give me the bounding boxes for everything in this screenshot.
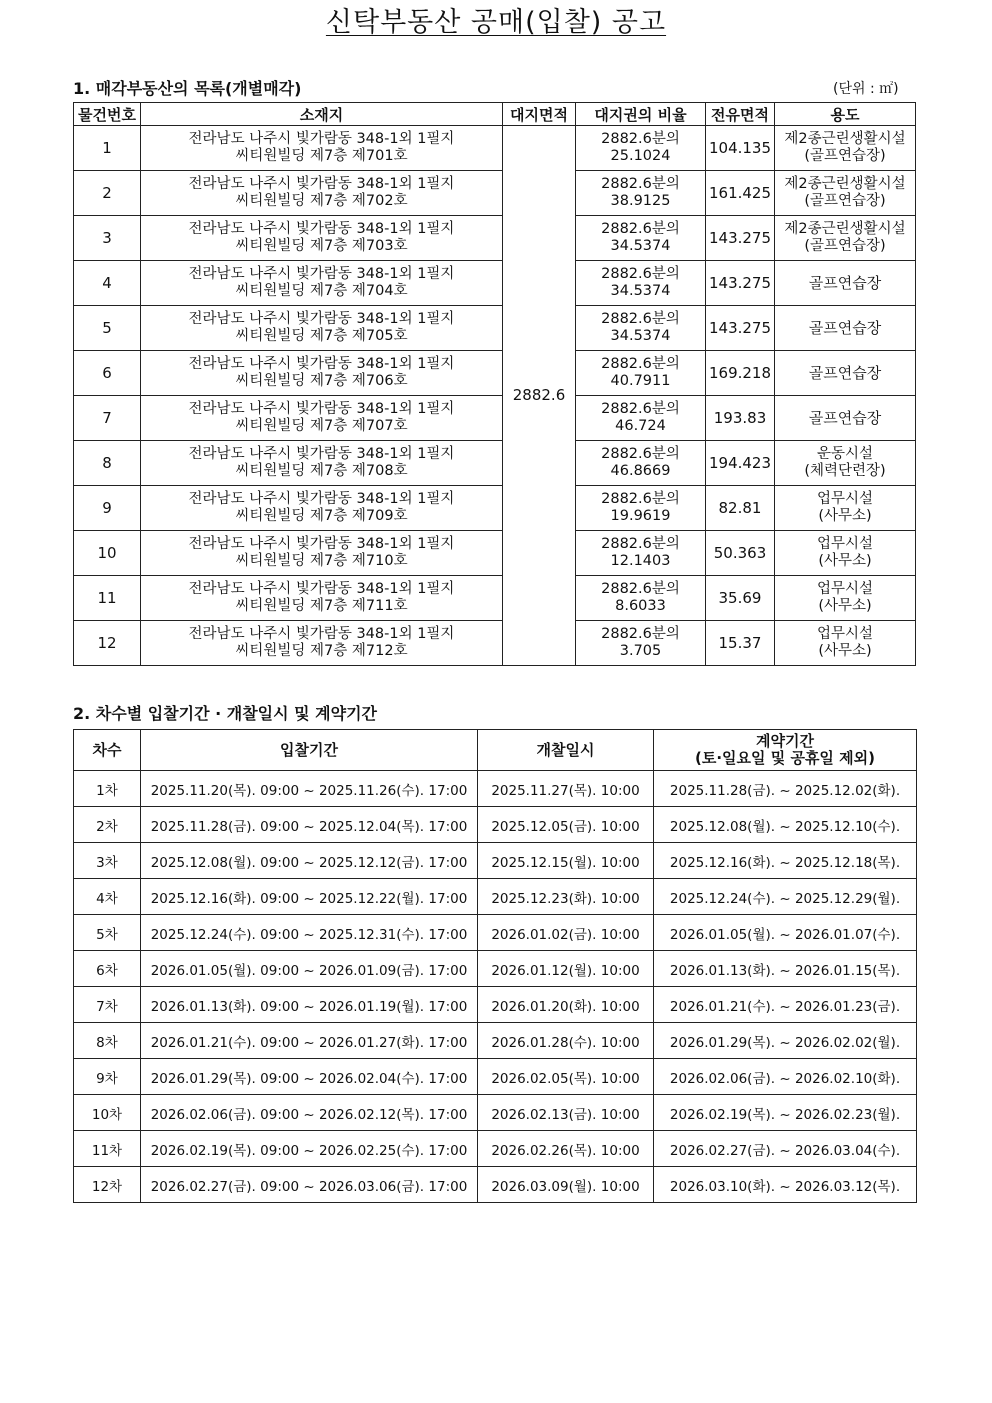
address-line2: 씨티원빌딩 제7층 제706호 — [235, 373, 408, 389]
ratio-line1: 2882.6분의 — [601, 356, 680, 372]
opening-cell: 2026.03.09(월). 10:00 — [478, 1167, 654, 1203]
contract-period-cell: 2026.01.21(수). ~ 2026.01.23(금). — [654, 987, 917, 1023]
land-ratio-cell — [576, 351, 706, 396]
table-row — [74, 486, 916, 531]
address-line1: 전라남도 나주시 빛가람동 348-1외 1필지 — [188, 401, 455, 417]
address-line1: 전라남도 나주시 빛가람동 348-1외 1필지 — [188, 581, 455, 597]
opening-cell: 2025.12.05(금). 10:00 — [478, 807, 654, 843]
land-ratio-cell — [576, 171, 706, 216]
exclusive-area: 50.363 — [706, 531, 775, 576]
bid-period-cell: 2026.01.13(화). 09:00 ~ 2026.01.19(월). 17:00 — [141, 987, 478, 1023]
ratio-line1: 2882.6분의 — [601, 221, 680, 237]
bid-period-cell: 2025.11.28(금). 09:00 ~ 2025.12.04(목). 17:00 — [141, 807, 478, 843]
use-cell: 골프연습장 — [775, 396, 916, 441]
opening-cell: 2025.12.23(화). 10:00 — [478, 879, 654, 915]
item-no: 3 — [74, 216, 141, 261]
land-ratio-cell — [576, 306, 706, 351]
opening-cell: 2026.02.26(목). 10:00 — [478, 1131, 654, 1167]
ratio-line1: 2882.6분의 — [601, 581, 680, 597]
address-cell — [141, 216, 503, 261]
table-row — [74, 306, 916, 351]
address-line1: 전라남도 나주시 빛가람동 348-1외 1필지 — [188, 131, 455, 147]
table-row — [74, 531, 916, 576]
use-cell — [775, 441, 916, 486]
use-cell — [775, 531, 916, 576]
table-row — [74, 807, 917, 843]
item-no: 2 — [74, 171, 141, 216]
address-line1: 전라남도 나주시 빛가람동 348-1외 1필지 — [188, 626, 455, 642]
address-line2: 씨티원빌딩 제7층 제708호 — [235, 463, 408, 479]
address-line1: 전라남도 나주시 빛가람동 348-1외 1필지 — [188, 176, 455, 192]
address-cell — [141, 621, 503, 666]
item-no: 11 — [74, 576, 141, 621]
use-cell: 골프연습장 — [775, 261, 916, 306]
table-row — [74, 1023, 917, 1059]
table-row — [74, 261, 916, 306]
address-line2: 씨티원빌딩 제7층 제709호 — [235, 508, 408, 524]
table-row — [74, 1131, 917, 1167]
item-no: 4 — [74, 261, 141, 306]
round-cell: 7차 — [74, 987, 141, 1023]
ratio-line1: 2882.6분의 — [601, 401, 680, 417]
address-cell — [141, 351, 503, 396]
round-cell: 11차 — [74, 1131, 141, 1167]
exclusive-area: 15.37 — [706, 621, 775, 666]
schedule-table — [73, 729, 917, 1203]
ratio-line1: 2882.6분의 — [601, 536, 680, 552]
section2-heading: 2. 차수별 입찰기간 · 개찰일시 및 계약기간 — [73, 704, 378, 723]
address-line1: 전라남도 나주시 빛가람동 348-1외 1필지 — [188, 221, 455, 237]
item-no: 5 — [74, 306, 141, 351]
exclusive-area: 161.425 — [706, 171, 775, 216]
address-line2: 씨티원빌딩 제7층 제710호 — [235, 553, 408, 569]
address-cell — [141, 396, 503, 441]
exclusive-area: 194.423 — [706, 441, 775, 486]
ratio-line2: 46.8669 — [610, 463, 671, 479]
address-line2: 씨티원빌딩 제7층 제702호 — [235, 193, 408, 209]
ratio-line2: 38.9125 — [610, 193, 671, 209]
address-line2: 씨티원빌딩 제7층 제701호 — [235, 148, 408, 164]
round-cell: 8차 — [74, 1023, 141, 1059]
ratio-line2: 19.9619 — [610, 508, 671, 524]
address-line2: 씨티원빌딩 제7층 제704호 — [235, 283, 408, 299]
ratio-line2: 40.7911 — [610, 373, 671, 389]
contract-period-cell: 2026.02.19(목). ~ 2026.02.23(월). — [654, 1095, 917, 1131]
contract-period-cell: 2025.11.28(금). ~ 2025.12.02(화). — [654, 771, 917, 807]
ratio-line2: 8.6033 — [615, 598, 666, 614]
table-row — [74, 216, 916, 261]
table-row — [74, 843, 917, 879]
use-cell — [775, 486, 916, 531]
land-ratio-cell — [576, 486, 706, 531]
land-area: 2882.6 — [503, 126, 576, 666]
item-no: 12 — [74, 621, 141, 666]
round-cell: 6차 — [74, 951, 141, 987]
ratio-line2: 34.5374 — [610, 238, 671, 254]
contract-period-cell: 2026.02.27(금). ~ 2026.03.04(수). — [654, 1131, 917, 1167]
ratio-line1: 2882.6분의 — [601, 491, 680, 507]
exclusive-area: 193.83 — [706, 396, 775, 441]
use-line1: 업무시설 — [816, 536, 874, 552]
land-ratio-cell — [576, 621, 706, 666]
address-cell — [141, 261, 503, 306]
table-row — [74, 951, 917, 987]
table-row — [74, 1059, 917, 1095]
round-cell: 12차 — [74, 1167, 141, 1203]
header-contract-title: 계약기간 — [756, 732, 814, 750]
use-line1: 제2종근린생활시설 — [784, 176, 906, 192]
ratio-line1: 2882.6분의 — [601, 131, 680, 147]
exclusive-area: 143.275 — [706, 216, 775, 261]
header-round: 차수 — [74, 730, 141, 771]
header-address: 소재지 — [141, 103, 503, 126]
table-row — [74, 171, 916, 216]
address-cell — [141, 531, 503, 576]
opening-cell: 2026.01.12(월). 10:00 — [478, 951, 654, 987]
exclusive-area: 169.218 — [706, 351, 775, 396]
contract-period-cell: 2025.12.08(월). ~ 2025.12.10(수). — [654, 807, 917, 843]
opening-cell: 2026.01.28(수). 10:00 — [478, 1023, 654, 1059]
use-line1: 제2종근린생활시설 — [784, 131, 906, 147]
use-cell — [775, 576, 916, 621]
contract-period-cell: 2026.01.13(화). ~ 2026.01.15(목). — [654, 951, 917, 987]
bid-period-cell: 2025.12.24(수). 09:00 ~ 2025.12.31(수). 17:00 — [141, 915, 478, 951]
table-row — [74, 396, 916, 441]
address-line1: 전라남도 나주시 빛가람동 348-1외 1필지 — [188, 446, 455, 462]
opening-cell: 2026.02.13(금). 10:00 — [478, 1095, 654, 1131]
use-line1: 업무시설 — [816, 491, 874, 507]
section1-heading: 1. 매각부동산의 목록(개별매각) — [73, 79, 302, 98]
item-no: 10 — [74, 531, 141, 576]
unit-label: (단위 : ㎡) — [833, 81, 899, 97]
use-cell — [775, 171, 916, 216]
exclusive-area: 35.69 — [706, 576, 775, 621]
schedule-table-header — [74, 730, 917, 771]
address-line1: 전라남도 나주시 빛가람동 348-1외 1필지 — [188, 266, 455, 282]
table-row — [74, 1095, 917, 1131]
bid-period-cell: 2025.11.20(목). 09:00 ~ 2025.11.26(수). 17:00 — [141, 771, 478, 807]
property-table-header — [74, 103, 916, 126]
use-line2: (사무소) — [818, 643, 872, 659]
ratio-line1: 2882.6분의 — [601, 266, 680, 282]
exclusive-area: 82.81 — [706, 486, 775, 531]
address-line1: 전라남도 나주시 빛가람동 348-1외 1필지 — [188, 491, 455, 507]
address-line2: 씨티원빌딩 제7층 제711호 — [235, 598, 408, 614]
header-land-ratio: 대지권의 비율 — [576, 103, 706, 126]
header-exclusive-area: 전유면적 — [706, 103, 775, 126]
use-line2: (사무소) — [818, 553, 872, 569]
ratio-line2: 46.724 — [615, 418, 666, 434]
round-cell: 4차 — [74, 879, 141, 915]
address-cell — [141, 441, 503, 486]
table-row — [74, 771, 917, 807]
land-ratio-cell — [576, 531, 706, 576]
land-ratio-cell — [576, 441, 706, 486]
ratio-line1: 2882.6분의 — [601, 176, 680, 192]
table-row — [74, 576, 916, 621]
address-line2: 씨티원빌딩 제7층 제712호 — [235, 643, 408, 659]
address-line2: 씨티원빌딩 제7층 제705호 — [235, 328, 408, 344]
header-land-area: 대지면적 — [503, 103, 576, 126]
use-line2: (사무소) — [818, 508, 872, 524]
address-line2: 씨티원빌딩 제7층 제707호 — [235, 418, 408, 434]
table-row — [74, 441, 916, 486]
contract-period-cell: 2026.01.05(월). ~ 2026.01.07(수). — [654, 915, 917, 951]
item-no: 6 — [74, 351, 141, 396]
ratio-line2: 34.5374 — [610, 328, 671, 344]
round-cell: 3차 — [74, 843, 141, 879]
item-no: 8 — [74, 441, 141, 486]
property-list-table — [73, 102, 916, 666]
use-cell: 골프연습장 — [775, 351, 916, 396]
header-bid-period: 입찰기간 — [141, 730, 478, 771]
address-cell — [141, 576, 503, 621]
header-use: 용도 — [775, 103, 916, 126]
use-line2: (골프연습장) — [804, 193, 886, 209]
address-line1: 전라남도 나주시 빛가람동 348-1외 1필지 — [188, 536, 455, 552]
land-ratio-cell — [576, 396, 706, 441]
opening-cell: 2025.12.15(월). 10:00 — [478, 843, 654, 879]
bid-period-cell: 2026.02.19(목). 09:00 ~ 2026.02.25(수). 17:00 — [141, 1131, 478, 1167]
address-cell — [141, 306, 503, 351]
contract-period-cell: 2026.02.06(금). ~ 2026.02.10(화). — [654, 1059, 917, 1095]
contract-period-cell: 2025.12.16(화). ~ 2025.12.18(목). — [654, 843, 917, 879]
use-cell — [775, 621, 916, 666]
use-line1: 제2종근린생활시설 — [784, 221, 906, 237]
contract-period-cell: 2026.03.10(화). ~ 2026.03.12(목). — [654, 1167, 917, 1203]
land-ratio-cell — [576, 261, 706, 306]
table-row — [74, 621, 916, 666]
ratio-line1: 2882.6분의 — [601, 446, 680, 462]
round-cell: 5차 — [74, 915, 141, 951]
use-line1: 운동시설 — [816, 446, 874, 462]
ratio-line1: 2882.6분의 — [601, 626, 680, 642]
page-title — [0, 0, 992, 40]
ratio-line2: 12.1403 — [610, 553, 671, 569]
bid-period-cell: 2026.02.27(금). 09:00 ~ 2026.03.06(금). 17:00 — [141, 1167, 478, 1203]
header-opening: 개찰일시 — [478, 730, 654, 771]
address-line1: 전라남도 나주시 빛가람동 348-1외 1필지 — [188, 356, 455, 372]
land-ratio-cell — [576, 216, 706, 261]
use-cell — [775, 126, 916, 171]
use-cell: 골프연습장 — [775, 306, 916, 351]
exclusive-area: 143.275 — [706, 261, 775, 306]
bid-period-cell: 2025.12.08(월). 09:00 ~ 2025.12.12(금). 17:00 — [141, 843, 478, 879]
page-title-text: 신탁부동산 공매(입찰) 공고 — [325, 7, 667, 38]
item-no: 9 — [74, 486, 141, 531]
use-line1: 업무시설 — [816, 581, 874, 597]
table-row — [74, 1167, 917, 1203]
opening-cell: 2026.02.05(목). 10:00 — [478, 1059, 654, 1095]
address-line2: 씨티원빌딩 제7층 제703호 — [235, 238, 408, 254]
round-cell: 1차 — [74, 771, 141, 807]
item-no: 7 — [74, 396, 141, 441]
bid-period-cell: 2026.02.06(금). 09:00 ~ 2026.02.12(목). 17:00 — [141, 1095, 478, 1131]
use-cell — [775, 216, 916, 261]
contract-period-cell: 2025.12.24(수). ~ 2025.12.29(월). — [654, 879, 917, 915]
ratio-line2: 3.705 — [619, 643, 662, 659]
bid-period-cell: 2026.01.05(월). 09:00 ~ 2026.01.09(금). 17:00 — [141, 951, 478, 987]
round-cell: 9차 — [74, 1059, 141, 1095]
header-contract-note: (토·일요일 및 공휴일 제외) — [695, 749, 875, 767]
table-row — [74, 351, 916, 396]
ratio-line2: 25.1024 — [610, 148, 671, 164]
opening-cell: 2025.11.27(목). 10:00 — [478, 771, 654, 807]
exclusive-area: 104.135 — [706, 126, 775, 171]
bid-period-cell: 2026.01.21(수). 09:00 ~ 2026.01.27(화). 17:00 — [141, 1023, 478, 1059]
round-cell: 10차 — [74, 1095, 141, 1131]
bid-period-cell: 2026.01.29(목). 09:00 ~ 2026.02.04(수). 17:00 — [141, 1059, 478, 1095]
use-line2: (골프연습장) — [804, 148, 886, 164]
bid-period-cell: 2025.12.16(화). 09:00 ~ 2025.12.22(월). 17:00 — [141, 879, 478, 915]
contract-period-cell: 2026.01.29(목). ~ 2026.02.02(월). — [654, 1023, 917, 1059]
table-row — [74, 987, 917, 1023]
ratio-line1: 2882.6분의 — [601, 311, 680, 327]
address-cell — [141, 126, 503, 171]
item-no: 1 — [74, 126, 141, 171]
use-line1: 업무시설 — [816, 626, 874, 642]
address-cell — [141, 171, 503, 216]
land-ratio-cell — [576, 576, 706, 621]
use-line2: (사무소) — [818, 598, 872, 614]
opening-cell: 2026.01.02(금). 10:00 — [478, 915, 654, 951]
round-cell: 2차 — [74, 807, 141, 843]
use-line2: (체력단련장) — [804, 463, 886, 479]
address-line1: 전라남도 나주시 빛가람동 348-1외 1필지 — [188, 311, 455, 327]
land-ratio-cell — [576, 126, 706, 171]
header-item-no: 물건번호 — [74, 103, 141, 126]
header-contract-period — [654, 730, 917, 771]
table-row — [74, 879, 917, 915]
opening-cell: 2026.01.20(화). 10:00 — [478, 987, 654, 1023]
use-line2: (골프연습장) — [804, 238, 886, 254]
table-row — [74, 915, 917, 951]
exclusive-area: 143.275 — [706, 306, 775, 351]
ratio-line2: 34.5374 — [610, 283, 671, 299]
address-cell — [141, 486, 503, 531]
table-row — [74, 126, 916, 171]
